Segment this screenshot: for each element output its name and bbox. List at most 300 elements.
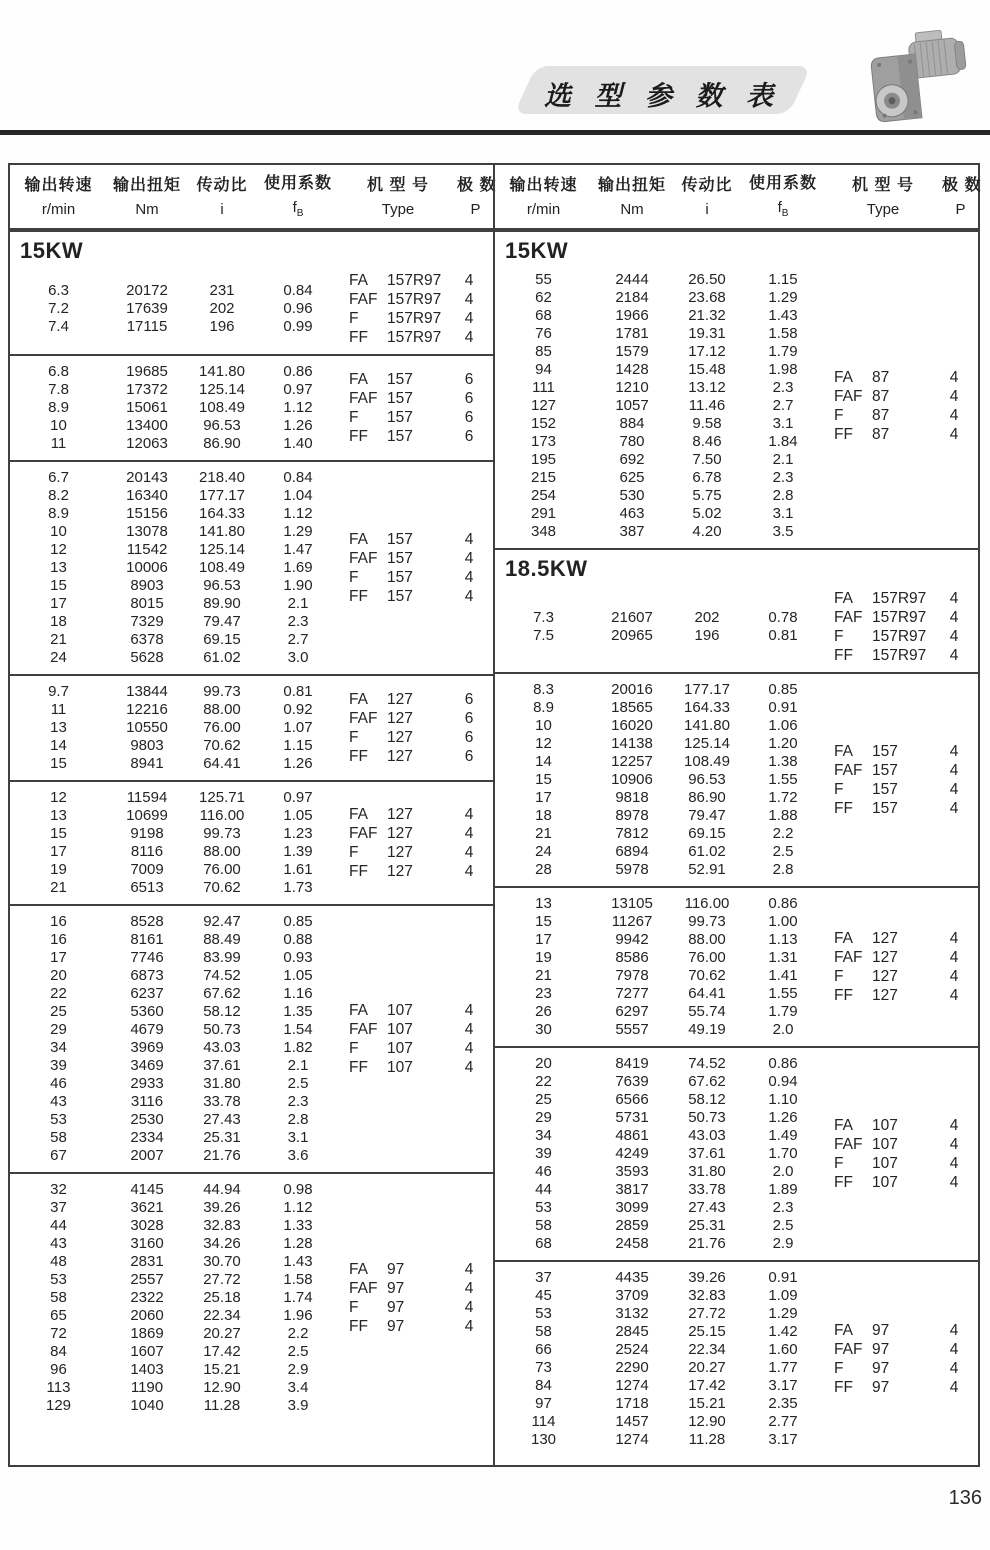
cell-service-factor: 3.4 [287,1379,309,1396]
cell-service-factor: 1.29 [768,1305,798,1322]
cell-output-torque: 20965 [611,627,653,644]
type-size: 107 [872,1135,898,1153]
header-label-zh: 使用系数 [263,175,332,192]
type-prefix: FAF [349,1020,378,1038]
type-size: 107 [387,1020,413,1038]
type-size: 127 [387,805,413,823]
cell-service-factor: 2.3 [287,1093,309,1110]
cell-output-speed: 215 [530,469,557,486]
cell-output-speed: 25 [50,1003,67,1020]
cell-output-torque: 1869 [130,1325,164,1342]
cell-output-torque: 13078 [126,523,168,540]
type-row [349,1039,493,1058]
cell-service-factor: 0.86 [768,1055,798,1072]
type-poles: 4 [949,1321,959,1339]
cell-output-torque: 3028 [130,1217,164,1234]
cell-service-factor: 0.97 [283,789,313,806]
power-label: 15KW [505,238,569,263]
cell-ratio: 4.20 [692,523,722,540]
cell-output-speed: 22 [535,1073,552,1090]
cell-service-factor: 1.88 [768,807,798,824]
cell-service-factor: 1.31 [768,949,798,966]
cell-service-factor: 1.20 [768,735,798,752]
cell-ratio: 125.14 [684,735,730,752]
type-poles: 6 [464,728,474,746]
cell-ratio: 5.02 [692,505,722,522]
type-row [349,805,493,824]
cell-service-factor: 1.72 [768,789,798,806]
cell-output-torque: 2184 [615,289,649,306]
header-label-zh: 传动比 [196,177,248,194]
cell-output-speed: 127 [530,397,557,414]
cell-service-factor: 1.40 [283,435,313,452]
type-poles: 4 [464,1058,474,1076]
cell-ratio: 5.75 [692,487,722,504]
type-prefix: FA [834,589,853,607]
cell-output-speed: 114 [531,1413,556,1430]
type-poles: 4 [949,986,959,1004]
data-rows [10,789,339,897]
cell-ratio: 61.02 [688,843,726,860]
cell-ratio: 86.90 [203,435,241,452]
cell-output-speed: 21 [50,879,67,896]
type-poles: 4 [949,1116,959,1134]
cell-service-factor: 1.29 [768,289,798,306]
cell-output-speed: 17 [50,595,67,612]
type-size: 107 [872,1173,898,1191]
data-rows [495,681,824,879]
type-poles: 4 [464,1279,474,1297]
type-poles: 4 [464,1001,474,1019]
cell-ratio: 125.14 [199,541,245,558]
type-poles: 4 [949,406,959,424]
type-block [339,530,493,606]
type-prefix: FF [349,427,368,445]
type-size: 157 [387,408,413,426]
type-size: 157R97 [387,328,442,346]
cell-output-torque: 7009 [130,861,164,878]
cell-ratio: 83.99 [203,949,241,966]
cell-service-factor: 1.43 [283,1253,313,1270]
type-prefix: FAF [349,1279,378,1297]
cell-output-speed: 37 [50,1199,67,1216]
cell-ratio: 67.62 [203,985,241,1002]
type-poles: 4 [464,1260,474,1278]
cell-output-torque: 19685 [126,363,168,380]
cell-output-torque: 1274 [615,1431,649,1448]
type-row [834,1135,978,1154]
cell-output-torque: 2530 [130,1111,164,1128]
cell-output-speed: 152 [530,415,557,432]
cell-output-speed: 62 [535,289,552,306]
cell-ratio: 34.26 [203,1235,241,1252]
cell-output-torque: 17372 [126,381,168,398]
type-size: 87 [872,406,890,424]
cell-ratio: 141.80 [684,717,730,734]
cell-ratio: 64.41 [203,755,241,772]
cell-ratio: 70.62 [203,879,241,896]
cell-output-speed: 15 [535,913,552,930]
type-prefix: FF [834,1173,853,1191]
cell-service-factor: 1.61 [283,861,313,878]
cell-output-torque: 10906 [611,771,653,788]
data-rows [10,913,339,1165]
cell-output-speed: 113 [46,1379,71,1396]
cell-output-torque: 8941 [130,755,164,772]
cell-output-speed: 6.3 [48,282,69,299]
cell-service-factor: 2.2 [772,825,794,842]
cell-service-factor: 0.88 [283,931,313,948]
cell-ratio: 202 [209,300,235,317]
type-size: 157 [387,549,413,567]
cell-output-torque: 7329 [130,613,164,630]
type-size: 97 [872,1321,890,1339]
type-poles: 4 [949,1378,959,1396]
type-size: 127 [387,747,413,765]
cell-output-torque: 1403 [130,1361,164,1378]
type-poles: 4 [949,368,959,386]
type-prefix: F [349,568,359,586]
cell-output-speed: 24 [50,649,67,666]
cell-service-factor: 1.58 [283,1271,313,1288]
type-block [824,929,978,1005]
cell-service-factor: 1.06 [768,717,798,734]
cell-service-factor: 0.99 [283,318,313,335]
data-rows [10,683,339,773]
type-poles: 4 [464,1317,474,1335]
type-row [349,690,493,709]
cell-output-torque: 5731 [615,1109,649,1126]
cell-ratio: 88.00 [688,931,726,948]
type-row [834,986,978,1005]
header-label-zh: 输出转速 [24,177,93,194]
cell-service-factor: 1.73 [283,879,313,896]
cell-output-torque: 7639 [615,1073,649,1090]
cell-output-speed: 21 [535,967,552,984]
cell-output-speed: 19 [535,949,552,966]
type-prefix: FF [834,986,853,1004]
type-size: 157 [872,742,898,760]
cell-output-torque: 6566 [615,1091,649,1108]
cell-output-speed: 53 [50,1271,67,1288]
cell-output-speed: 19 [50,861,67,878]
type-size: 97 [387,1317,405,1335]
cell-output-torque: 13844 [126,683,168,700]
type-prefix: FA [834,1116,853,1134]
cell-service-factor: 3.1 [772,415,794,432]
cell-output-speed: 8.9 [48,399,69,416]
cell-service-factor: 1.05 [283,967,313,984]
cell-service-factor: 1.29 [283,523,313,540]
cell-output-torque: 3621 [130,1199,164,1216]
cell-service-factor: 3.5 [772,523,794,540]
cell-service-factor: 0.81 [768,627,798,644]
type-size: 97 [387,1279,405,1297]
cell-output-speed: 17 [50,949,67,966]
cell-output-torque: 1210 [615,379,649,396]
cell-ratio: 116.00 [199,807,245,824]
cell-output-speed: 10 [50,417,67,434]
type-poles: 6 [464,690,474,708]
cell-service-factor: 0.91 [768,1269,798,1286]
cell-ratio: 15.48 [688,361,726,378]
type-row [834,780,978,799]
type-poles: 4 [464,568,474,586]
cell-output-speed: 66 [535,1341,552,1358]
cell-ratio: 67.62 [688,1073,726,1090]
cell-ratio: 88.49 [203,931,241,948]
header-unit: P [470,201,481,218]
unit-main: f [777,199,782,216]
cell-ratio: 20.27 [203,1325,241,1342]
cell-ratio: 25.18 [203,1289,241,1306]
cell-ratio: 31.80 [688,1163,726,1180]
type-poles: 6 [464,370,474,388]
cell-output-torque: 11594 [126,789,168,806]
cell-output-torque: 11267 [611,913,653,930]
cell-output-torque: 3160 [130,1235,164,1252]
type-size: 157 [387,427,413,445]
cell-output-speed: 8.9 [533,699,554,716]
cell-output-torque: 2060 [130,1307,164,1324]
cell-service-factor: 0.84 [283,469,313,486]
type-prefix: FAF [834,608,863,626]
cell-ratio: 27.43 [203,1111,241,1128]
cell-ratio: 74.52 [203,967,241,984]
type-row [349,271,493,290]
cell-ratio: 108.49 [199,399,245,416]
type-prefix: FA [349,805,368,823]
cell-service-factor: 2.2 [287,1325,309,1342]
type-row [349,862,493,881]
type-size: 97 [387,1260,405,1278]
cell-service-factor: 0.93 [283,949,313,966]
cell-output-torque: 6297 [615,1003,649,1020]
cell-output-torque: 7812 [615,825,649,842]
cell-output-torque: 17639 [126,300,168,317]
cell-ratio: 6.78 [692,469,722,486]
type-row [349,1298,493,1317]
cell-output-speed: 12 [50,541,67,558]
type-prefix: F [349,843,359,861]
cell-output-speed: 13 [50,719,67,736]
type-size: 127 [387,862,413,880]
cell-service-factor: 1.15 [768,271,798,288]
type-size: 87 [872,368,890,386]
header-col-3 [257,176,339,219]
cell-ratio: 50.73 [688,1109,726,1126]
header-col-1 [592,178,672,217]
cell-ratio: 21.76 [203,1147,241,1164]
type-prefix: FAF [834,1340,863,1358]
cell-output-torque: 15156 [126,505,168,522]
header-col-1 [107,178,187,217]
cell-output-speed: 15 [50,577,67,594]
type-poles: 4 [464,587,474,605]
type-poles: 4 [949,761,959,779]
cell-ratio: 27.72 [203,1271,241,1288]
header-label-zh: 机 型 号 [367,177,429,194]
cell-output-speed: 14 [50,737,67,754]
cell-output-speed: 46 [50,1075,67,1092]
cell-output-speed: 97 [535,1395,552,1412]
cell-service-factor: 1.13 [768,931,798,948]
type-size: 157 [872,799,898,817]
cell-output-speed: 21 [50,631,67,648]
cell-output-speed: 15 [535,771,552,788]
cell-output-torque: 17115 [126,318,168,335]
cell-output-torque: 2859 [615,1217,649,1234]
type-poles: 4 [949,1173,959,1191]
cell-output-torque: 11542 [126,541,168,558]
header-col-0 [10,178,107,217]
cell-ratio: 79.47 [688,807,726,824]
header-unit: i [705,201,709,218]
type-size: 127 [387,690,413,708]
cell-output-torque: 1607 [130,1343,164,1360]
cell-service-factor: 1.70 [768,1145,798,1162]
type-row [349,747,493,766]
header-label-zh: 输出转速 [509,177,578,194]
cell-output-torque: 8116 [130,843,164,860]
cell-ratio: 44.94 [203,1181,241,1198]
type-poles: 4 [949,627,959,645]
cell-service-factor: 1.12 [283,505,313,522]
type-row [349,1317,493,1336]
cell-output-speed: 73 [535,1359,552,1376]
cell-output-speed: 67 [50,1147,67,1164]
cell-service-factor: 1.15 [283,737,313,754]
cell-ratio: 69.15 [688,825,726,842]
cell-output-speed: 21 [535,825,552,842]
type-size: 127 [387,728,413,746]
type-prefix: F [834,1154,844,1172]
cell-ratio: 108.49 [684,753,730,770]
type-poles: 4 [949,646,959,664]
cell-output-torque: 3817 [615,1181,649,1198]
cell-output-torque: 13400 [126,417,168,434]
cell-ratio: 164.33 [684,699,730,716]
cell-output-speed: 68 [535,1235,552,1252]
cell-output-torque: 1966 [615,307,649,324]
cell-output-speed: 48 [50,1253,67,1270]
cell-output-torque: 5360 [130,1003,164,1020]
type-prefix: F [834,1359,844,1377]
cell-ratio: 141.80 [199,523,245,540]
cell-service-factor: 1.82 [283,1039,313,1056]
cell-output-torque: 8903 [130,577,164,594]
header-label-zh: 传动比 [681,177,733,194]
cell-output-speed: 7.2 [48,300,69,317]
type-prefix: F [834,780,844,798]
cell-service-factor: 1.47 [283,541,313,558]
cell-service-factor: 2.1 [287,1057,309,1074]
type-poles: 6 [464,408,474,426]
header-col-2 [672,178,742,217]
header-col-4 [339,178,457,217]
cell-ratio: 37.61 [688,1145,726,1162]
cell-output-torque: 692 [619,451,645,468]
cell-output-torque: 5628 [130,649,164,666]
cell-service-factor: 2.9 [772,1235,794,1252]
table-half-left [10,165,497,1465]
cell-ratio: 164.33 [199,505,245,522]
cell-output-speed: 76 [535,325,552,342]
param-group [10,780,493,904]
type-prefix: FA [349,1260,368,1278]
cell-output-speed: 58 [50,1129,67,1146]
cell-output-speed: 26 [535,1003,552,1020]
cell-service-factor: 2.7 [772,397,794,414]
cell-ratio: 141.80 [199,363,245,380]
cell-service-factor: 2.35 [768,1395,798,1412]
type-size: 157R97 [872,646,927,664]
type-row [349,709,493,728]
type-poles: 6 [464,709,474,727]
cell-output-speed: 7.4 [48,318,69,335]
cell-output-speed: 15 [50,825,67,842]
type-row [834,1321,978,1340]
type-poles: 4 [464,862,474,880]
type-size: 97 [872,1378,890,1396]
cell-ratio: 79.47 [203,613,241,630]
type-prefix: FA [349,271,368,289]
cell-ratio: 32.83 [688,1287,726,1304]
type-row [349,427,493,446]
header-col-3 [742,176,824,219]
cell-service-factor: 1.43 [768,307,798,324]
cell-ratio: 99.73 [203,683,241,700]
cell-output-speed: 12 [535,735,552,752]
cell-service-factor: 2.5 [287,1343,309,1360]
type-size: 107 [387,1001,413,1019]
cell-ratio: 177.17 [684,681,730,698]
cell-output-speed: 11 [50,701,67,718]
power-section [495,548,978,1456]
cell-output-speed: 8.2 [48,487,69,504]
cell-output-torque: 1274 [615,1377,649,1394]
type-prefix: FF [349,1058,368,1076]
cell-output-speed: 13 [535,895,552,912]
cell-service-factor: 0.85 [283,913,313,930]
cell-ratio: 43.03 [688,1127,726,1144]
cell-output-torque: 4249 [615,1145,649,1162]
type-row [834,742,978,761]
cell-output-torque: 6894 [615,843,649,860]
cell-ratio: 55.74 [688,1003,726,1020]
cell-output-torque: 9818 [615,789,649,806]
cell-ratio: 88.00 [203,843,241,860]
type-row [834,646,978,665]
type-size: 127 [387,709,413,727]
cell-output-speed: 173 [530,433,557,450]
cell-service-factor: 1.35 [283,1003,313,1020]
cell-output-speed: 13 [50,807,67,824]
cell-service-factor: 1.26 [283,417,313,434]
type-poles: 4 [464,290,474,308]
cell-service-factor: 1.54 [283,1021,313,1038]
type-size: 107 [872,1154,898,1172]
type-row [834,1378,978,1397]
cell-service-factor: 0.86 [768,895,798,912]
type-block [339,1001,493,1077]
cell-ratio: 12.90 [203,1379,241,1396]
cell-output-speed: 8.9 [48,505,69,522]
type-row [349,389,493,408]
cell-ratio: 11.46 [688,397,726,414]
cell-ratio: 61.02 [203,649,241,666]
cell-service-factor: 1.98 [768,361,798,378]
